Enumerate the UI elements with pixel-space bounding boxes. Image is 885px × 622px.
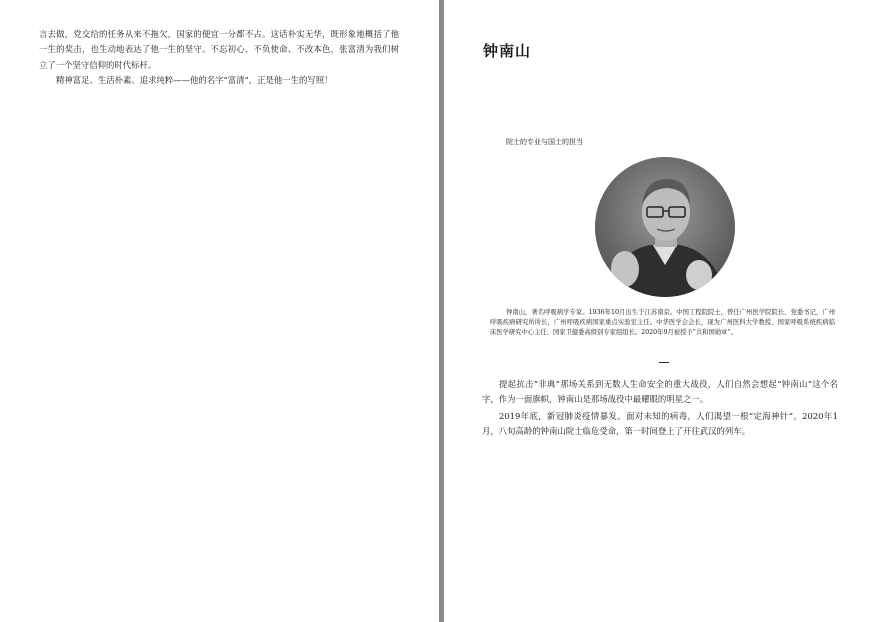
section-divider: [659, 362, 669, 363]
portrait-caption: 钟南山，著名呼吸病学专家。1936年10月出生于江苏南京。中国工程院院士，曾任广州医学院院长、党委书记，广州呼吸疾病研究所所长，广州呼吸疾病国家重点实验室主任。中华医学会会长，现为广州医科大学教授、国家呼吸系统疾病临床医学研究中心主任、国家卫健委高级别专家组组长。2020年9月被授予“共和国勋章”。: [490, 309, 835, 337]
portrait-photo: [595, 157, 735, 297]
left-page: [0, 0, 439, 622]
body-paragraph: 2019年底，新冠肺炎疫情暴发。面对未知的病毒，人们渴望一根“定海神针”。2020年1月，八旬高龄的钟南山院士临危受命，第一时间登上了开往武汉的列车。: [482, 411, 838, 437]
right-page: [444, 0, 885, 622]
body-paragraph: 精神富足、生活朴素、追求纯粹——他的名字“富清”，正是他一生的写照！: [56, 75, 333, 85]
body-paragraph: 言去做，党交给的任务从来不拖欠，国家的便宜一分都不占。这话朴实无华，既形象地概括了他一生的奖击，也生动地表达了他一生的坚守。不忘初心、不负使命、不改本色，张富清为我们树立了一个坚守信仰的时代标杆。: [39, 29, 399, 70]
chapter-title: 钟南山: [483, 42, 532, 60]
body-paragraph: 提起抗击“非典”那场关系到无数人生命安全的重大战役，人们自然会想起“钟南山”这个名字，作为一面旗帜，钟南山是那场战役中最耀眼的明星之一。: [482, 379, 838, 405]
chapter-subtitle: 院士的专业与国士的担当: [506, 138, 583, 146]
